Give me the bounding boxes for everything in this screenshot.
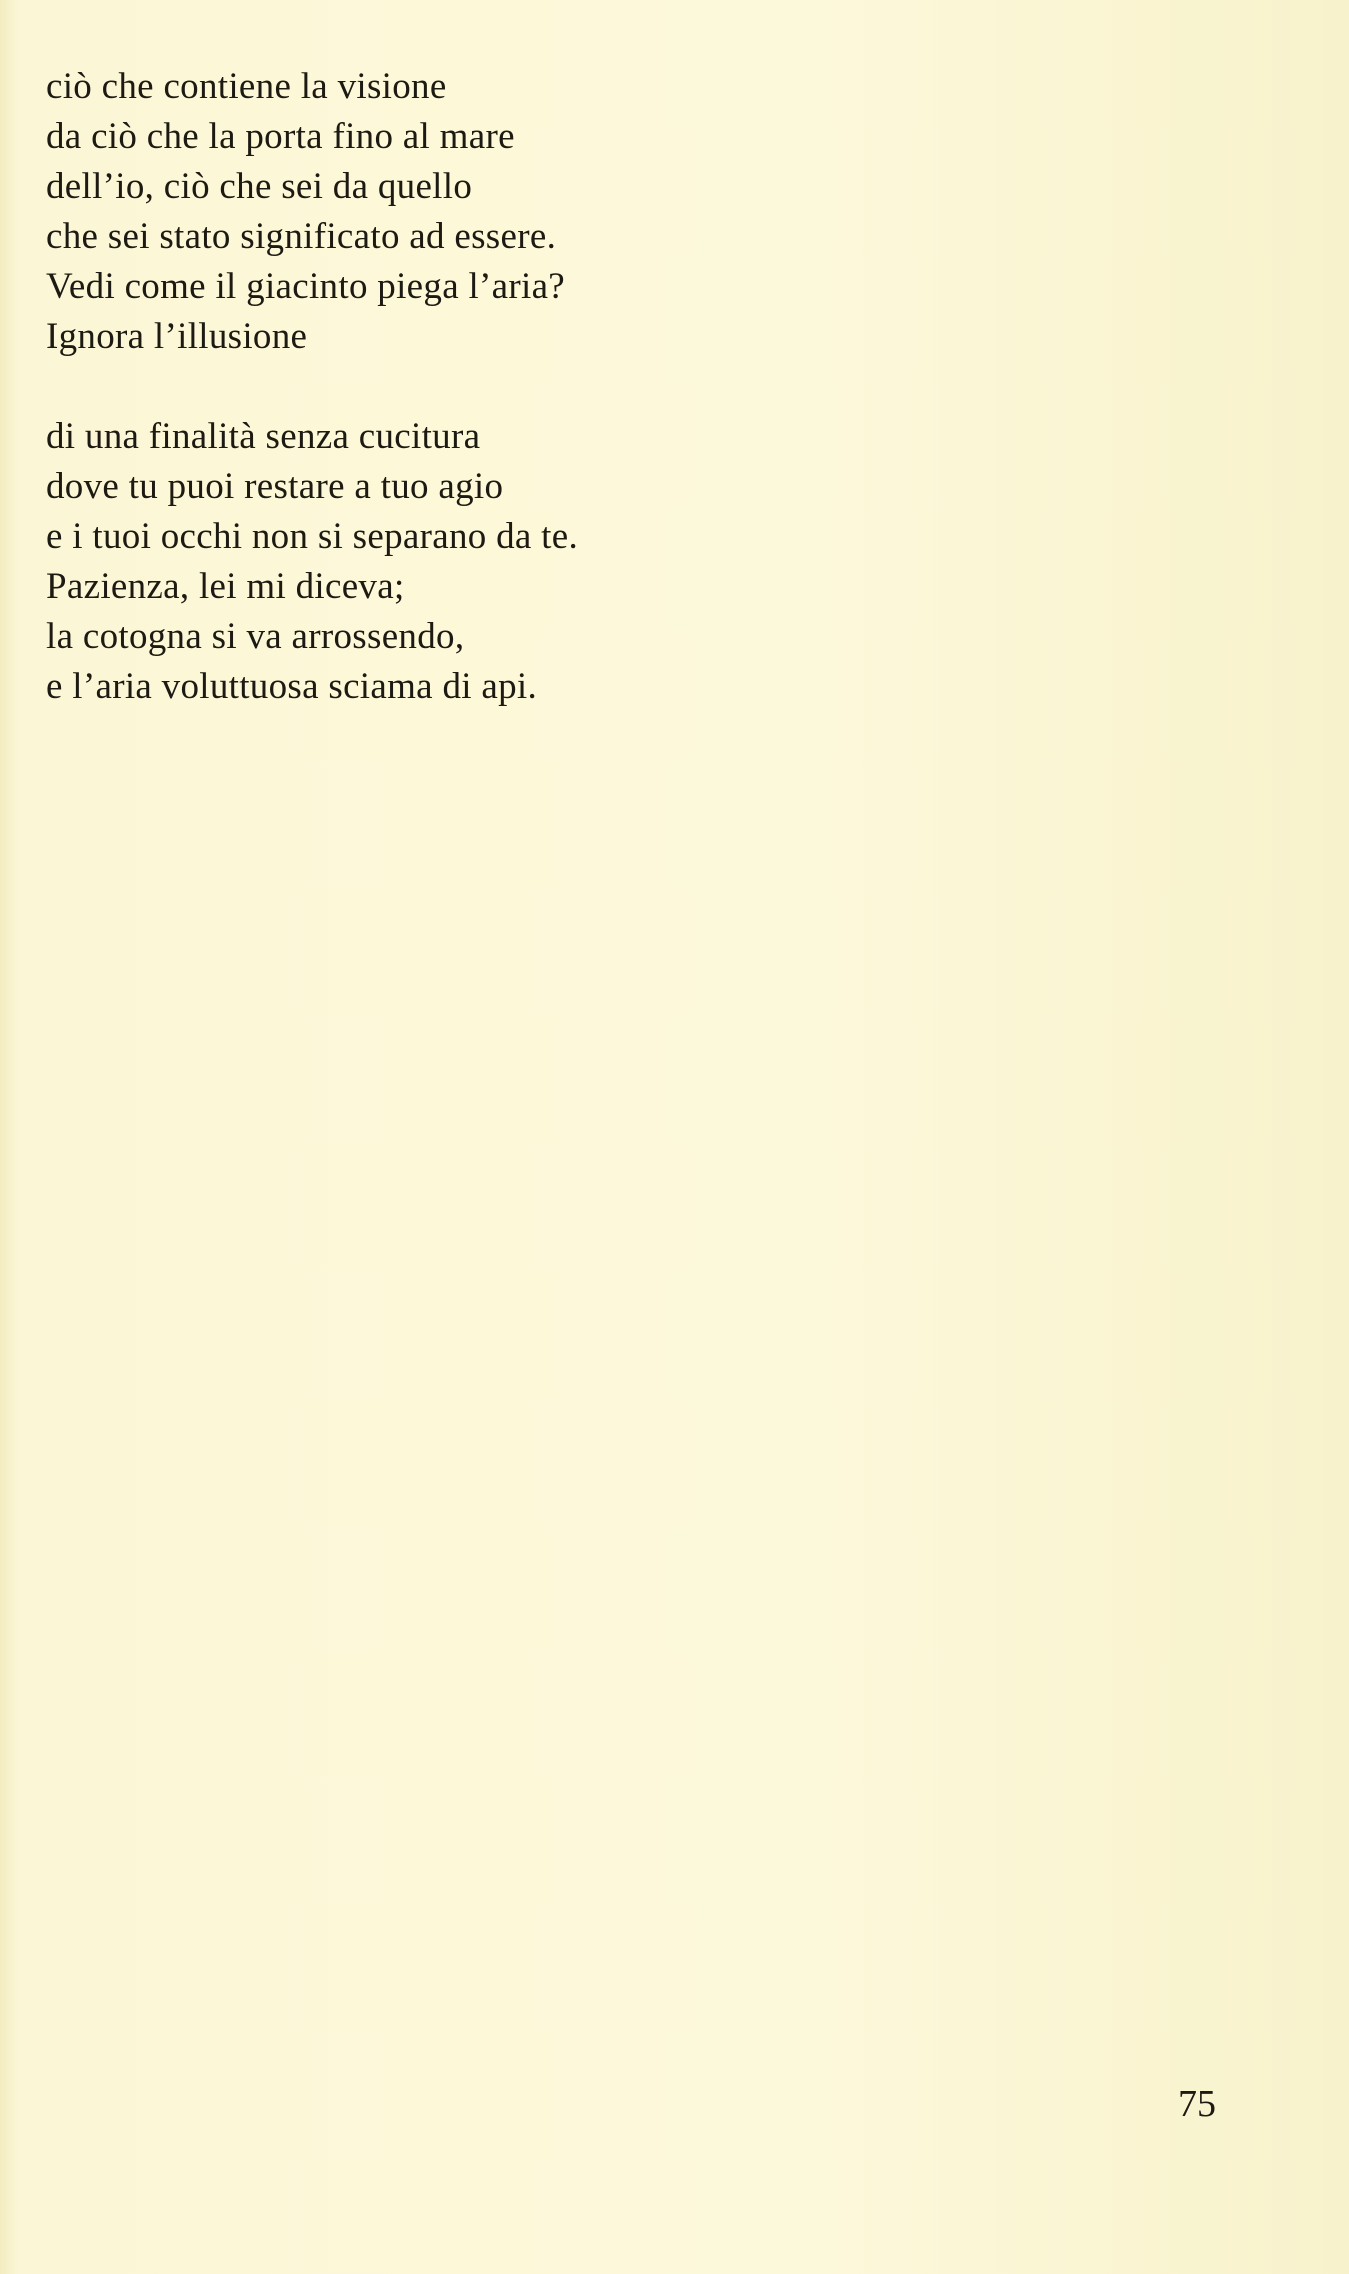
poem-line: e l’aria voluttuosa sciama di api.: [46, 666, 538, 707]
poem-line: la cotogna si va arrossendo,: [46, 616, 465, 657]
poem-line: dove tu puoi restare a tuo agio: [46, 466, 504, 507]
poem-line: Pazienza, lei mi diceva;: [46, 566, 405, 607]
poem-line: Ignora l’illusione: [46, 316, 308, 357]
page-number: 75: [1178, 2083, 1216, 2125]
poem-line: e i tuoi occhi non si separano da te.: [46, 516, 579, 557]
poem-line: di una finalità senza cucitura: [46, 416, 481, 457]
poem-line: Vedi come il giacinto piega l’aria?: [46, 266, 566, 307]
poem-line: da ciò che la porta fino al mare: [46, 116, 515, 157]
poem-stanza-1: [46, 62, 565, 362]
poem-stanza-2: [46, 412, 578, 712]
poem-line: dell’io, ciò che sei da quello: [46, 166, 473, 207]
poem-line: ciò che contiene la visione: [46, 66, 447, 107]
poem-line: che sei stato significato ad essere.: [46, 216, 557, 257]
